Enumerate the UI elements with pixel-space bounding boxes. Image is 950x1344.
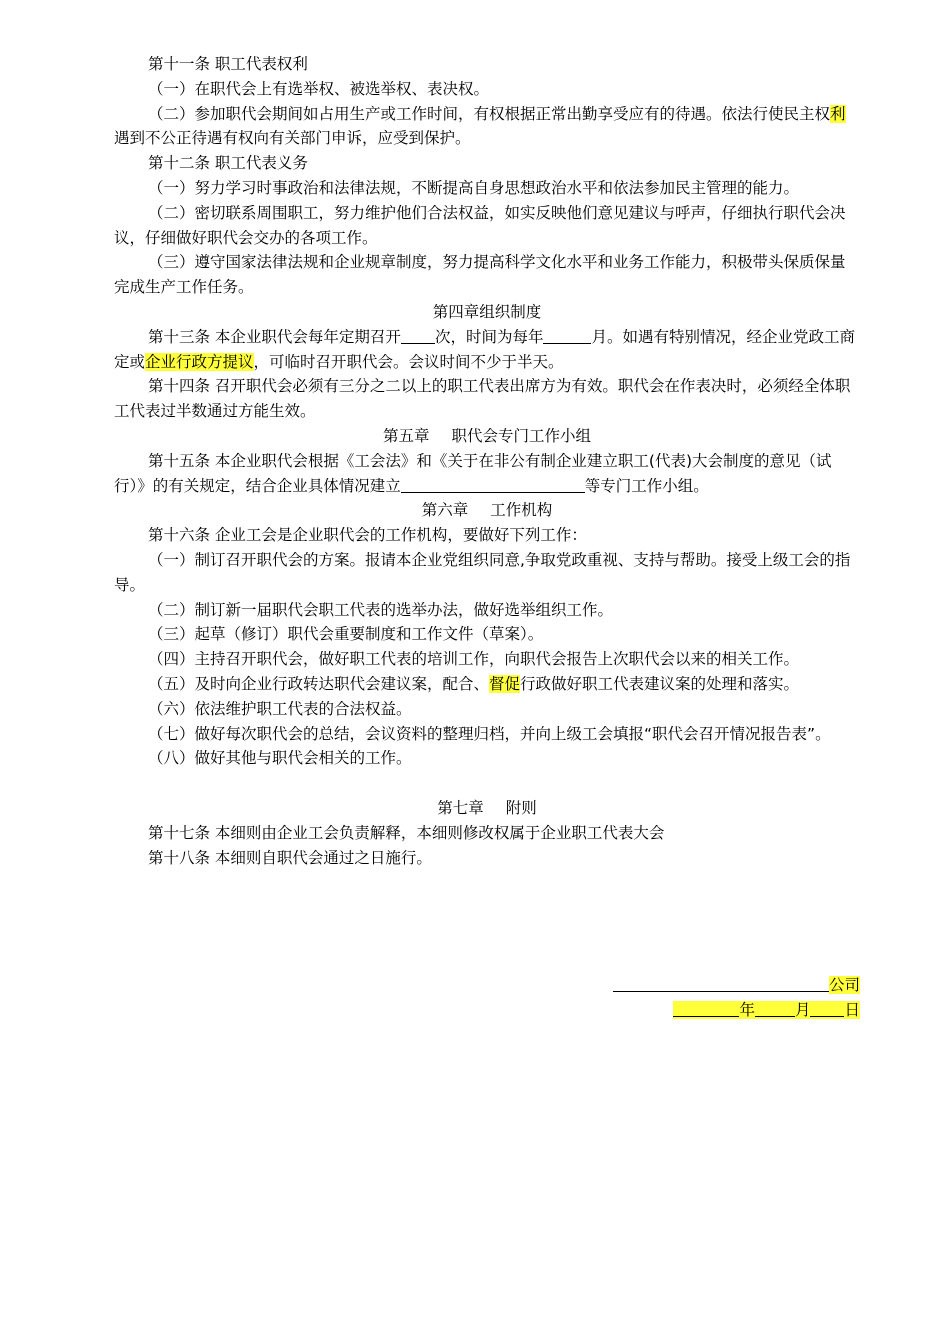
article-13 bbox=[114, 325, 860, 375]
document-body bbox=[114, 52, 860, 870]
date-highlight bbox=[673, 1001, 860, 1019]
article-11-item-1: （一）在职代会上有选举权、被选举权、表决权。 bbox=[148, 79, 490, 98]
article-16-item-7: （七）做好每次职代会的总结，会议资料的整理归档，并向上级工会填报“职代会召开情况报告表”。 bbox=[148, 724, 831, 743]
times-blank[interactable] bbox=[401, 327, 435, 344]
article-12-item-2: （二）密切联系周围职工，努力维护他们合法权益，如实反映他们意见建议与呼声，仔细执行职代会决议，仔细做好职代会交办的各项工作。 bbox=[114, 203, 846, 247]
chapter-7-heading bbox=[114, 796, 860, 821]
article-16-item-1: （一）制订召开职代会的方案。报请本企业党组织同意,争取党政重视、支持与帮助。接受上级工会的指导。 bbox=[114, 550, 851, 594]
article-11-item-2-text: （二）参加职代会期间如占用生产或工作时间，有权根据正常出勤享受应有的待遇。依法行使民主权 bbox=[148, 104, 831, 123]
company-signature-line bbox=[460, 973, 860, 998]
day-label: 日 bbox=[844, 1001, 860, 1019]
article-17: 第十七条 本细则由企业工会负责解释，本细则修改权属于企业职工代表大会 bbox=[148, 823, 665, 842]
article-12-item-1: （一）努力学习时事政治和法律法规，不断提高自身思想政治水平和依法参加民主管理的能力。 bbox=[148, 178, 800, 197]
day-blank[interactable] bbox=[810, 1000, 844, 1017]
month-blank[interactable] bbox=[755, 1000, 795, 1017]
month-label: 月 bbox=[794, 1001, 811, 1019]
article-11-item-2 bbox=[114, 102, 860, 152]
company-label: 公司 bbox=[828, 976, 860, 994]
article-15-text-b: 等专门工作小组。 bbox=[584, 476, 709, 495]
chapter-7-title: 附则 bbox=[505, 798, 537, 817]
date-line bbox=[460, 998, 860, 1023]
chapter-5-heading bbox=[114, 424, 860, 449]
month-blank[interactable] bbox=[543, 327, 591, 344]
article-16-item-2: （二）制订新一届职代会职工代表的选举办法，做好选举组织工作。 bbox=[148, 600, 614, 619]
article-18: 第十八条 本细则自职代会通过之日施行。 bbox=[148, 848, 432, 867]
article-16-item-5-text: （五）及时向企业行政转达职代会建议案，配合、 bbox=[148, 674, 490, 693]
highlight-mark: 利 bbox=[830, 104, 846, 123]
article-16-item-5 bbox=[114, 672, 860, 697]
article-11-title: 第十一条 职工代表权利 bbox=[148, 55, 308, 73]
chapter-5-number: 第五章 bbox=[382, 426, 430, 445]
company-name-blank[interactable] bbox=[613, 975, 829, 992]
chapter-5-title: 职代会专门工作小组 bbox=[451, 426, 592, 445]
article-16-item-8: （八）做好其他与职代会相关的工作。 bbox=[148, 749, 412, 768]
article-13-text-d: ，可临时召开职代会。会议时间不少于半天。 bbox=[253, 352, 564, 371]
article-15-text-a: 第十五条 本企业职代会根据《工会法》和《关于在非公有制企业建立职工(代表)大会制度的意见（试行）》的有关规定，结合企业具体情况建立 bbox=[114, 451, 832, 495]
chapter-6-title: 工作机构 bbox=[490, 501, 553, 520]
article-12-title: 第十二条 职工代表义务 bbox=[148, 154, 308, 173]
chapter-4-heading: 第四章组织制度 bbox=[432, 302, 542, 321]
working-group-blank[interactable] bbox=[401, 476, 585, 493]
highlight-mark: 企业行政方提议 bbox=[145, 352, 254, 371]
chapter-7-number: 第七章 bbox=[437, 798, 484, 817]
article-16-item-3: （三）起草（修订）职代会重要制度和工作文件（草案）。 bbox=[148, 625, 544, 644]
article-13-text-b: 次，时间为每年 bbox=[434, 327, 544, 346]
chapter-6-heading bbox=[114, 498, 860, 523]
article-16-item-4: （四）主持召开职代会，做好职工代表的培训工作，向职代会报告上次职代会以来的相关工作。 bbox=[148, 650, 800, 669]
article-13-text-a: 第十三条 本企业职代会每年定期召开 bbox=[148, 327, 401, 346]
article-15 bbox=[114, 449, 860, 499]
article-16-item-6: （六）依法维护职工代表的合法权益。 bbox=[148, 699, 412, 718]
year-label: 年 bbox=[739, 1001, 755, 1019]
year-blank[interactable] bbox=[673, 1000, 739, 1017]
chapter-6-number: 第六章 bbox=[421, 501, 469, 520]
article-14: 第十四条 召开职代会必须有三分之二以上的职工代表出席方为有效。职代会在作表决时，必须经全体职工代表过半数通过方能生效。 bbox=[114, 377, 851, 421]
article-11-item-2-text-end: 遇到不公正待遇有权向有关部门申诉，应受到保护。 bbox=[114, 129, 471, 148]
article-16: 第十六条 企业工会是企业职代会的工作机构，要做好下列工作： bbox=[148, 526, 587, 545]
article-13-text-c: 月。如遇有特别情况，经企业党政工商定或 bbox=[114, 327, 855, 371]
article-16-item-5-text-end: 行政做好职工代表建议案的处理和落实。 bbox=[520, 674, 800, 693]
article-12-item-3: （三）遵守国家法律法规和企业规章制度，努力提高科学文化水平和业务工作能力，积极带头保质保量完成生产工作任务。 bbox=[114, 253, 846, 297]
highlight-mark: 督促 bbox=[489, 674, 521, 693]
